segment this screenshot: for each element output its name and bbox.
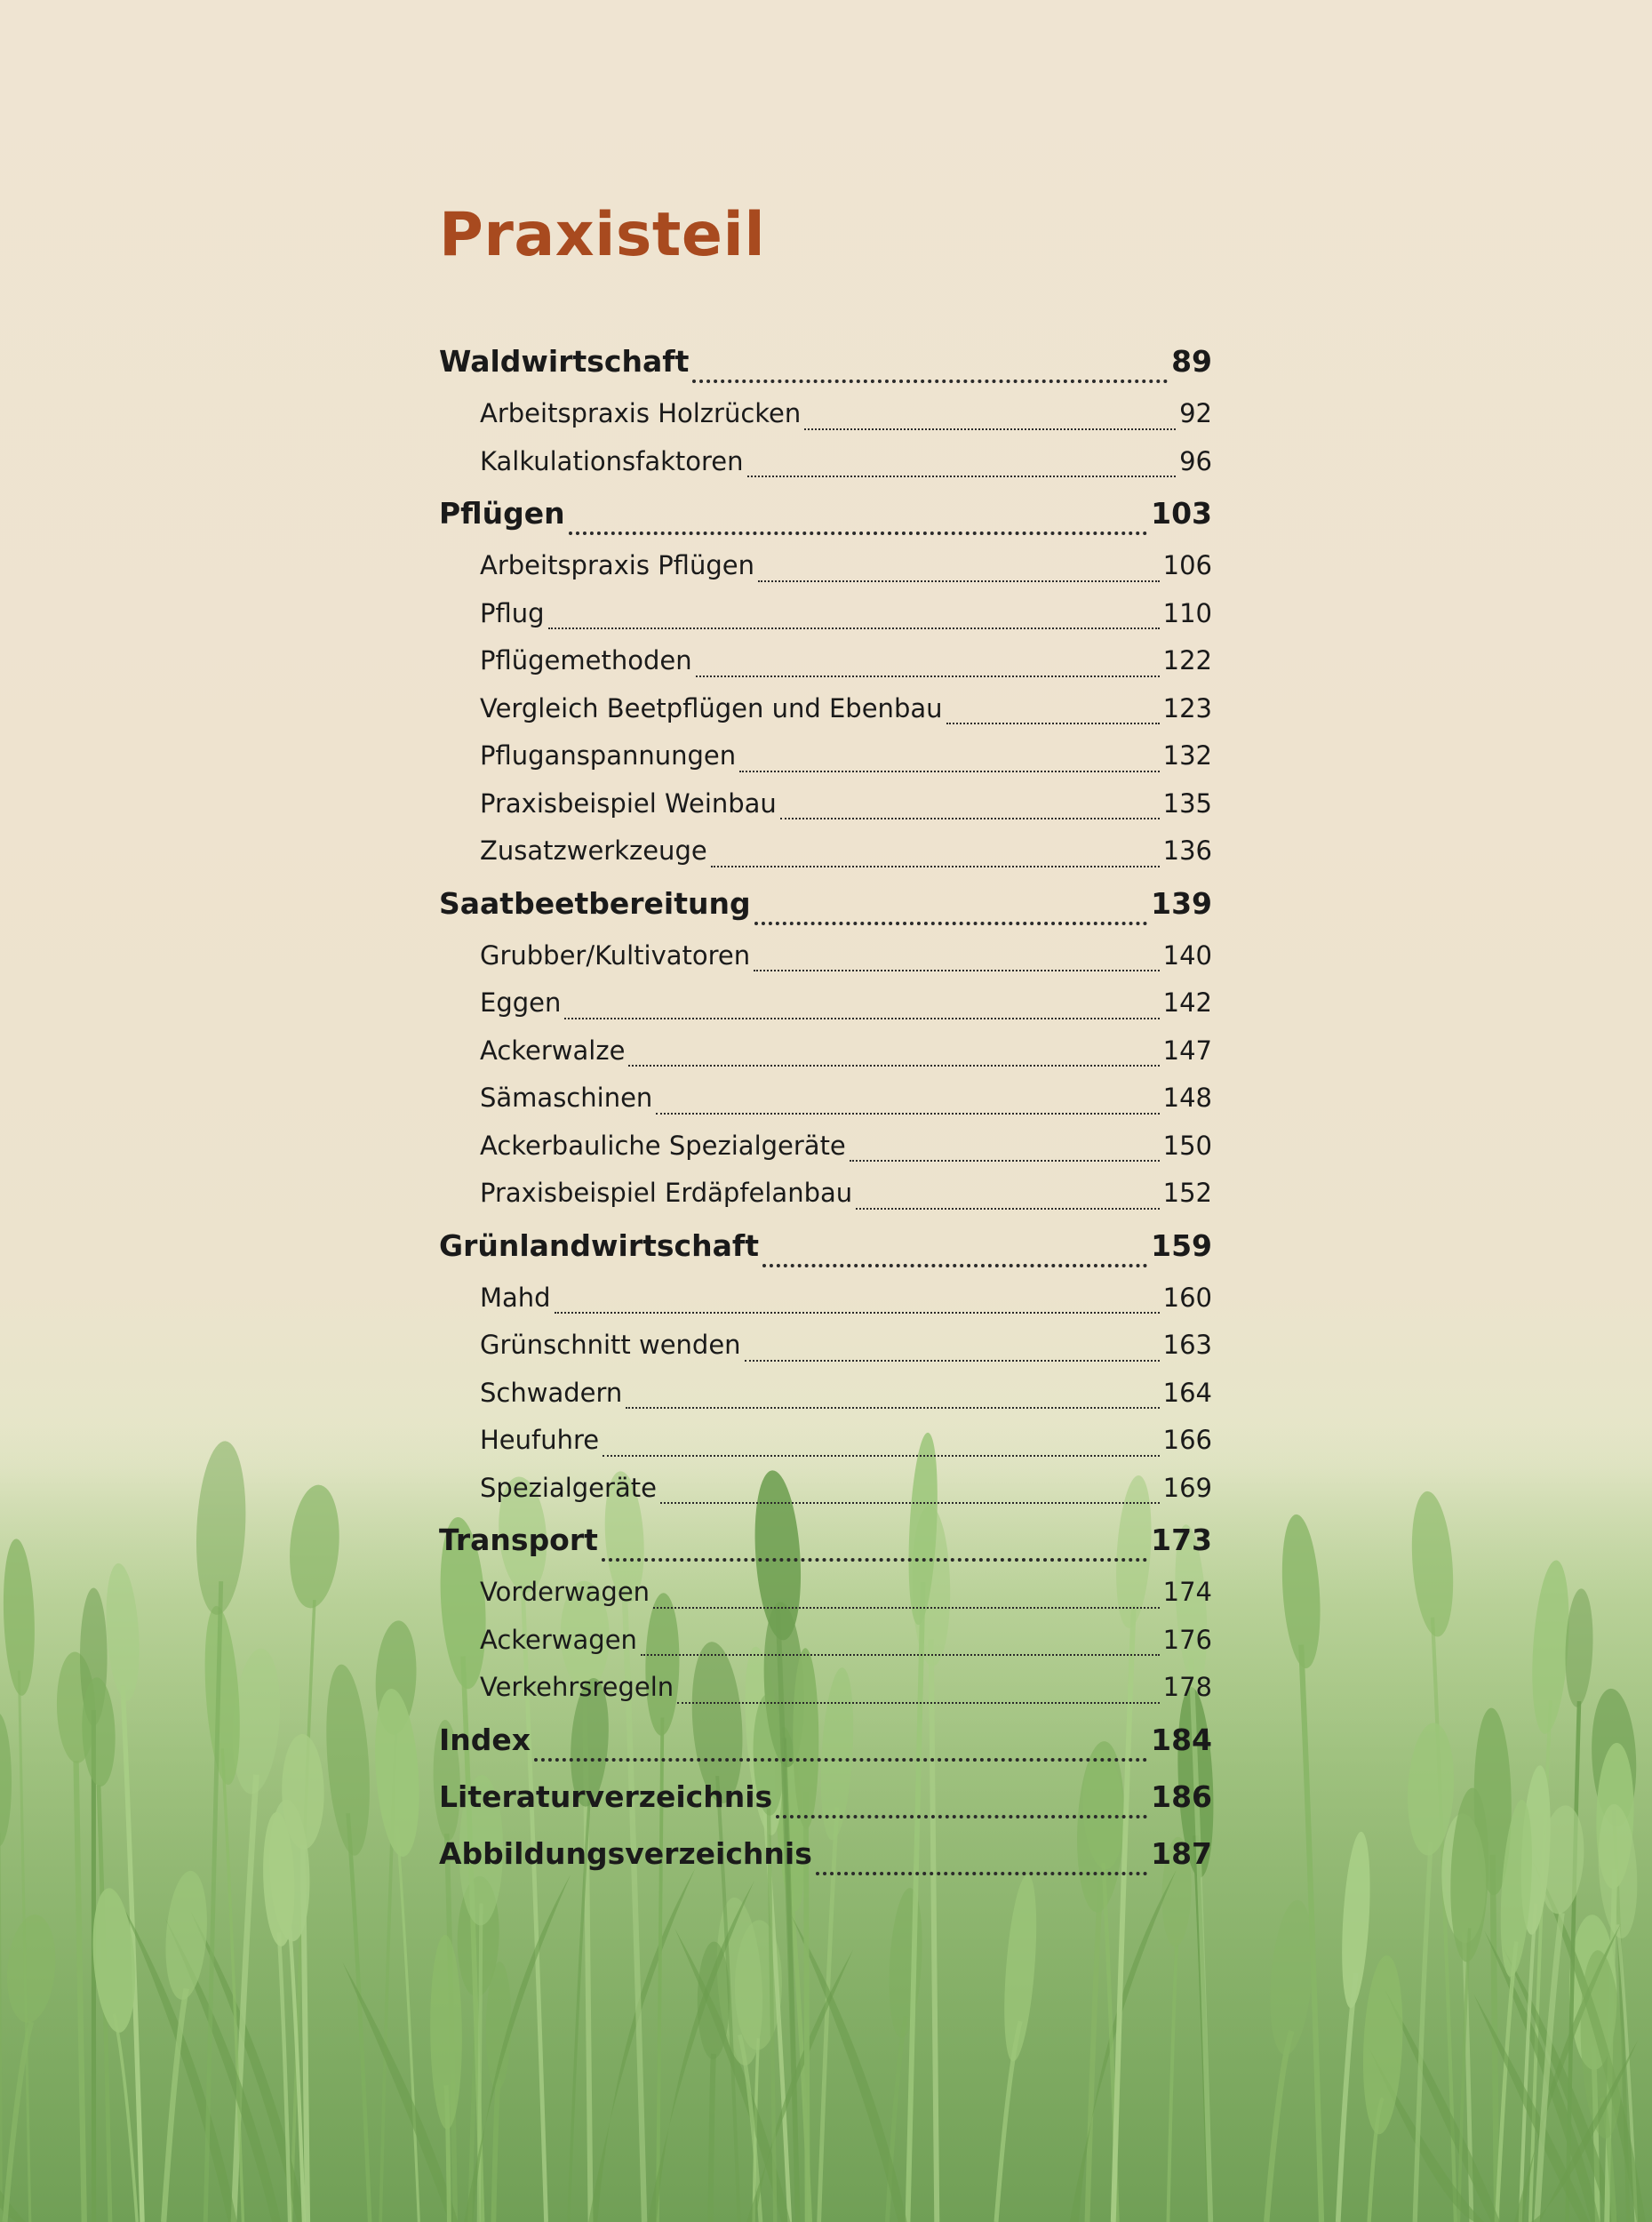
dot-leader: [641, 1654, 1160, 1656]
toc-subentry-title: Arbeitspraxis Pflügen: [480, 550, 754, 580]
toc-subentry-title: Mahd: [480, 1282, 551, 1313]
dot-leader: [677, 1702, 1159, 1704]
toc-subentry-title: Ackerbauliche Spezialgeräte: [480, 1130, 846, 1161]
toc-subentry-page-number: 135: [1162, 787, 1212, 819]
toc-chapter-page-number: 139: [1151, 885, 1212, 921]
toc-chapter[interactable]: [439, 1512, 1212, 1569]
toc-entries: [439, 333, 1212, 1882]
toc-subentry-title: Kalkulationsfaktoren: [480, 445, 744, 476]
toc-subentry-title: Vergleich Beetpflügen und Ebenbau: [480, 692, 943, 723]
toc-subentry-page-number: 110: [1162, 597, 1212, 628]
toc-chapter-page-number: 187: [1151, 1835, 1212, 1871]
toc-chapter[interactable]: [439, 875, 1212, 932]
toc-subentry[interactable]: [439, 1027, 1212, 1075]
toc-subentry-title: Heufuhre: [480, 1425, 600, 1455]
toc-chapter[interactable]: [439, 1769, 1212, 1826]
toc-chapter-title: Pflügen: [439, 496, 565, 531]
dot-leader: [745, 1360, 1160, 1362]
toc-subentry-page-number: 152: [1162, 1178, 1212, 1208]
toc-subentry-page-number: 174: [1162, 1577, 1212, 1607]
dot-leader: [660, 1502, 1160, 1504]
toc-subentry-title: Grubber/Kultivatoren: [480, 939, 751, 971]
dot-leader: [711, 866, 1160, 867]
dot-leader: [602, 1558, 1147, 1562]
table-of-contents: [439, 191, 1212, 1882]
toc-subentry-title: Sämaschinen: [480, 1083, 653, 1113]
toc-subentry-title: Zusatzwerkzeuge: [480, 835, 707, 866]
toc-subentry-title: Pfluganspannungen: [480, 740, 737, 771]
toc-chapter-page-number: 89: [1171, 344, 1212, 379]
dot-leader: [739, 771, 1160, 772]
toc-subentry-page-number: 178: [1162, 1672, 1212, 1702]
toc-subentry[interactable]: [439, 1370, 1212, 1418]
toc-subentry[interactable]: [439, 979, 1212, 1027]
toc-subentry-title: Schwadern: [480, 1377, 623, 1408]
dot-leader: [555, 1312, 1160, 1314]
toc-chapter-page-number: 159: [1151, 1227, 1212, 1263]
toc-subentry[interactable]: [439, 590, 1212, 638]
toc-chapter-title: Waldwirtschaft: [439, 344, 690, 379]
toc-subentry[interactable]: [439, 1664, 1212, 1712]
toc-subentry-title: Verkehrsregeln: [480, 1672, 674, 1702]
toc-subentry[interactable]: [439, 438, 1212, 486]
toc-subentry-page-number: 176: [1162, 1624, 1212, 1655]
toc-subentry-page-number: 164: [1162, 1377, 1212, 1408]
dot-leader: [534, 1758, 1147, 1762]
toc-subentry[interactable]: [439, 542, 1212, 590]
dot-leader: [856, 1208, 1160, 1210]
toc-subentry-title: Praxisbeispiel Weinbau: [480, 787, 777, 819]
dot-leader: [564, 1018, 1159, 1019]
toc-chapter-title: Saatbeetbereitung: [439, 885, 751, 921]
dot-leader: [850, 1160, 1160, 1162]
toc-chapter-title: Index: [439, 1722, 531, 1757]
dot-leader: [816, 1872, 1147, 1875]
toc-subentry[interactable]: [439, 1417, 1212, 1465]
page-title: Praxisteil: [439, 200, 766, 270]
dot-leader: [747, 476, 1177, 477]
toc-subentry-page-number: 163: [1162, 1330, 1212, 1360]
toc-subentry[interactable]: [439, 685, 1212, 733]
toc-chapter[interactable]: [439, 333, 1212, 390]
toc-chapter-page-number: 184: [1151, 1722, 1212, 1757]
wheat-stalk: [479, 1904, 482, 2222]
toc-subentry-page-number: 136: [1162, 835, 1212, 866]
toc-subentry-page-number: 166: [1162, 1425, 1212, 1455]
toc-subentry-page-number: 142: [1162, 987, 1212, 1018]
toc-subentry[interactable]: [439, 780, 1212, 828]
toc-subentry[interactable]: [439, 390, 1212, 438]
toc-subentry[interactable]: [439, 1075, 1212, 1123]
toc-subentry-page-number: 150: [1162, 1130, 1212, 1161]
toc-chapter-title: Literaturverzeichnis: [439, 1778, 773, 1814]
toc-subentry-page-number: 96: [1179, 445, 1212, 476]
dot-leader: [696, 675, 1160, 677]
toc-subentry[interactable]: [439, 1123, 1212, 1171]
dot-leader: [762, 1264, 1147, 1267]
dot-leader: [804, 428, 1176, 430]
toc-subentry-page-number: 92: [1179, 398, 1212, 428]
toc-subentry-page-number: 148: [1162, 1083, 1212, 1113]
toc-chapter-title: Transport: [439, 1523, 598, 1557]
toc-subentry-page-number: 140: [1162, 939, 1212, 971]
toc-subentry-page-number: 147: [1162, 1035, 1212, 1066]
toc-chapter-page-number: 103: [1151, 496, 1212, 531]
toc-chapter-page-number: 186: [1151, 1778, 1212, 1814]
toc-subentry-title: Pflügemethoden: [480, 645, 692, 675]
toc-subentry-page-number: 160: [1162, 1282, 1212, 1313]
wheat-stalk: [711, 2054, 714, 2222]
toc-chapter[interactable]: [439, 1218, 1212, 1275]
dot-leader: [653, 1607, 1160, 1609]
dot-leader: [603, 1455, 1160, 1457]
toc-subentry[interactable]: [439, 1569, 1212, 1617]
dot-leader: [548, 627, 1160, 629]
dot-leader: [754, 970, 1160, 971]
toc-subentry-title: Eggen: [480, 987, 562, 1018]
toc-subentry[interactable]: [439, 932, 1212, 980]
dot-leader: [754, 922, 1148, 925]
toc-subentry-title: Grünschnitt wenden: [480, 1330, 741, 1360]
dot-leader: [569, 532, 1147, 535]
toc-subentry-title: Arbeitspraxis Holzrücken: [480, 398, 802, 428]
toc-subentry[interactable]: [439, 1465, 1212, 1513]
toc-subentry[interactable]: [439, 1322, 1212, 1370]
toc-subentry-title: Ackerwalze: [480, 1035, 626, 1066]
dot-leader: [946, 723, 1160, 724]
dot-leader: [628, 1065, 1159, 1067]
toc-subentry-page-number: 106: [1162, 550, 1212, 580]
toc-subentry[interactable]: [439, 1170, 1212, 1218]
dot-leader: [656, 1113, 1159, 1115]
toc-subentry-title: Spezialgeräte: [480, 1472, 657, 1503]
dot-leader: [758, 580, 1160, 582]
toc-subentry-title: Vorderwagen: [480, 1577, 650, 1607]
toc-chapter[interactable]: [439, 1712, 1212, 1769]
toc-subentry[interactable]: [439, 1617, 1212, 1665]
toc-subentry[interactable]: [439, 827, 1212, 875]
toc-subentry-page-number: 123: [1162, 692, 1212, 723]
toc-chapter[interactable]: [439, 485, 1212, 542]
toc-chapter-title: Grünlandwirtschaft: [439, 1227, 759, 1263]
toc-subentry-page-number: 132: [1162, 740, 1212, 771]
toc-subentry[interactable]: [439, 1275, 1212, 1323]
dot-leader: [780, 818, 1160, 819]
toc-subentry-page-number: 169: [1162, 1472, 1212, 1503]
toc-chapter-title: Abbildungsverzeichnis: [439, 1835, 812, 1871]
toc-subentry[interactable]: [439, 637, 1212, 685]
toc-subentry-title: Praxisbeispiel Erdäpfelanbau: [480, 1178, 853, 1208]
dot-leader: [776, 1815, 1147, 1818]
toc-subentry-title: Pflug: [480, 597, 545, 628]
toc-subentry-title: Ackerwagen: [480, 1624, 637, 1655]
toc-chapter[interactable]: [439, 1826, 1212, 1882]
toc-subentry[interactable]: [439, 732, 1212, 780]
toc-chapter-page-number: 173: [1151, 1523, 1212, 1557]
dot-leader: [626, 1407, 1159, 1409]
toc-subentry-page-number: 122: [1162, 645, 1212, 675]
dot-leader: [692, 380, 1168, 383]
